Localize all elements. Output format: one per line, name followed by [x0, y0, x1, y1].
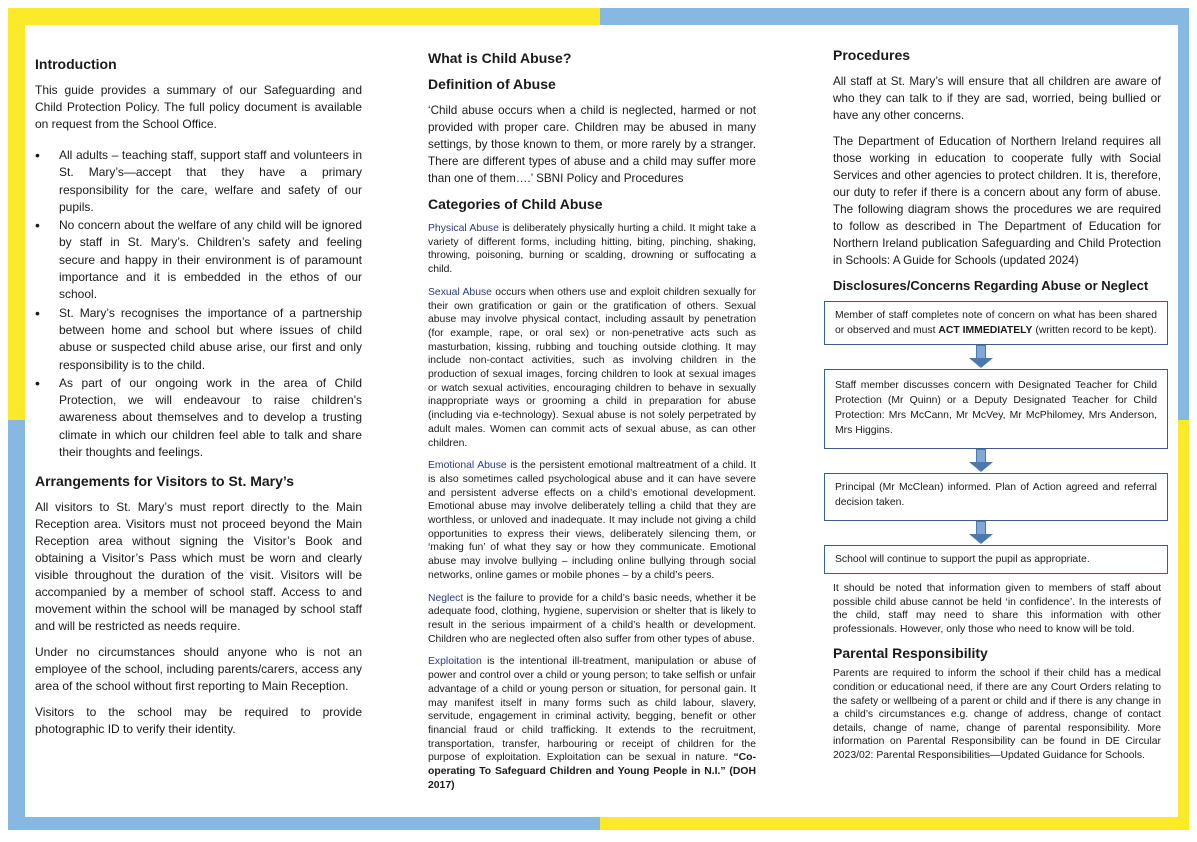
category-neglect — [428, 592, 756, 647]
category-text: occurs when others use and exploit children sexually for their own gratification or gain or the gratification of others. Sexual abuse may involve physical contact, including assault by penetration (for example, rape, or oral sex) or non-penetrative acts such as masturbation, kissing, rubbing and touching outside clothing. It may include non-contact activities, such as involving children in the production of sexual images, forcing children to look at sexual images or watch sexual activities, encouraging children to behave in sexually inappropriate ways or grooming a child in preparation for abuse (including via e-technology). Sexual abuse is not solely perpetrated by adult males. Women can commit acts of sexual abuse, as can other children. — [428, 286, 757, 449]
category-text: is the intentional ill-treatment, manipulation or abuse of power and control over a child or young person; to take selfish or unfair advantage of a child or young person or situation, for personal gain. It may manifest itself in many forms such as child labour, slavery, servitude, engagement in criminal activity, begging, benefit or other financial fraud or child trafficking. It extends to the recruitment, transportation, transfer, harbouring or receipt of children for the purpose of exploitation. Exploitation can be sexual in nature. — [428, 656, 756, 764]
arrow-down-icon — [824, 449, 1168, 473]
procedure-flowchart — [824, 301, 1168, 574]
procedures-paragraph: All staff at St. Mary’s will ensure that all children are aware of who they can talk to if they are sad, worried, being bullied or have any other concerns. — [833, 75, 1161, 122]
category-emotional — [428, 459, 756, 582]
parental-text: Parents are required to inform the school if their child has a medical condition or educational need, if there are any Court Orders relating to the safety or wellbeing of a parent or child and if there is any change in a child’s circumstances e.g. change of address, change of contact details, change of name, change of parental responsibility. More information on Parental Responsibility can be found in DE Circular 2023/02: Parental Responsibilities—Updated Guidance for Schools. — [833, 668, 1161, 761]
definition-text: ‘Child abuse occurs when a child is neglected, harmed or not provided with proper care. Children may be abused in many settings, by those known to them, or more rarely by a stranger. There are different types of abuse and a child may suffer more than one of them….’ SBNI Policy and Procedures — [428, 104, 756, 185]
flow-step-1 — [824, 301, 1168, 345]
category-label: Exploitation — [428, 656, 482, 668]
visitors-paragraph: All visitors to St. Mary’s must report directly to the Main Reception area. Visitors must not proceed beyond the Main Reception area without signing the Visitor’s Book and obtaining a Visitor’s Pass which must be worn and clearly visible throughout the duration of the visit. Visitors will be accompanied by a member of school staff. Access to and movement within the school will be managed by school staff and will be restricted as needs require. — [35, 500, 362, 634]
definition-heading: Definition of Abuse — [428, 76, 556, 92]
visitors-paragraph: Visitors to the school may be required to provide photographic ID to verify their identity. — [35, 705, 362, 737]
arrow-down-icon — [824, 345, 1168, 369]
flow-step-2: Staff member discusses concern with Designated Teacher for Child Protection (Mr Quinn) or a Deputy Designated Teacher for Child Protection: Mrs McCann, Mr McVey, Mr McPhilomey, Mrs Anderson, Mrs Higgins. — [824, 369, 1168, 449]
right-column — [833, 47, 1161, 772]
categories-heading: Categories of Child Abuse — [428, 196, 603, 212]
citation: “Co-operating To Safeguard Children and Young People in N.I.” (DOH 2017) — [428, 752, 756, 791]
intro-bullets — [35, 147, 362, 461]
category-sexual — [428, 286, 756, 450]
parental-heading: Parental Responsibility — [833, 645, 988, 662]
introduction-heading: Introduction — [35, 56, 117, 72]
category-physical — [428, 222, 756, 277]
category-text: is deliberately physically hurting a child. It might take a variety of different forms, including hitting, biting, pinching, shaking, throwing, poisoning, burning or scalding, drowning or suffocating a child. — [428, 223, 757, 276]
bullet-item: • St. Mary’s recognises the importance of a partnership between home and school but where issues of child abuse or suspected child abuse arise, our first and only responsibility is to the child. — [35, 305, 362, 374]
category-label: Neglect — [428, 592, 464, 604]
bullet-item: • No concern about the welfare of any child will be ignored by staff in St. Mary’s. Children’s safety and feeling secure and happy in their environment is of paramount importance and it is embedded in the ethos of our school. — [35, 217, 362, 303]
step-emphasis: ACT IMMEDIATELY — [938, 325, 1033, 336]
introduction-text: This guide provides a summary of our Safeguarding and Child Protection Policy. The full policy document is available on request from the School Office. — [35, 83, 362, 131]
category-exploitation — [428, 655, 756, 792]
left-column — [35, 56, 362, 747]
middle-column — [428, 50, 756, 801]
bullet-item: • As part of our ongoing work in the area of Child Protection, we will endeavour to raise children's awareness about themselves and to develop a trusting climate in which our children feel able to talk and share their thoughts and feelings. — [35, 375, 362, 461]
category-text: is the failure to provide for a child’s basic needs, whether it be adequate food, clothing, hygiene, supervision or shelter that is likely to result in the serious impairment of a child’s health or development. Children who are neglected often also suffer from other types of abuse. — [428, 592, 756, 645]
category-text: is the persistent emotional maltreatment of a child. It is also sometimes called psychological abuse and it can have severe and persistent adverse effects on a child’s emotional development. Emotional abuse may involve deliberately telling a child that they are worthless, or unloved and inadequate. It may include not giving a child opportunities to express their views, deliberately silencing them, or ‘making fun’ of what they say or how they communicate. Emotional abuse may involve bullying – including online bullying through social networks, online games or mobile phones – by a child’s peers. — [428, 460, 756, 581]
visitors-paragraph: Under no circumstances should anyone who is not an employee of the school, including parents/carers, access any area of the school without first reporting to Main Reception. — [35, 645, 362, 694]
flow-step-4: School will continue to support the pupil as appropriate. — [824, 545, 1168, 574]
flow-heading: Disclosures/Concerns Regarding Abuse or Neglect — [833, 278, 1149, 293]
category-label: Physical Abuse — [428, 223, 499, 234]
flow-step-3: Principal (Mr McClean) informed. Plan of Action agreed and referral decision taken. — [824, 473, 1168, 521]
step-text: Member of staff completes note of concern on what has been shared or observed and must — [835, 310, 1157, 336]
step-text: (written record to be kept). — [1032, 325, 1157, 336]
category-label: Emotional Abuse — [428, 460, 507, 472]
category-label: Sexual Abuse — [428, 286, 492, 298]
procedures-heading: Procedures — [833, 47, 911, 63]
arrow-down-icon — [824, 521, 1168, 545]
child-abuse-heading: What is Child Abuse? — [428, 50, 572, 66]
procedures-paragraph: The Department of Education of Northern Ireland requires all those working in education to cooperate fully with Social Services and other agencies to protect children. It is, therefore, our duty to refer if there is a concern about any form of abuse. The following diagram shows the procedures we are required to follow as described in The Department of Education for Northern Ireland publication Safeguarding and Child Protection in Schools: A Guide for Schools (updated 2024) — [833, 135, 1161, 267]
bullet-item: • All adults – teaching staff, support staff and volunteers in St. Mary’s—accept that they have a primary responsibility for the care, welfare and safety of our pupils. — [35, 147, 362, 216]
visitors-heading: Arrangements for Visitors to St. Mary’s — [35, 473, 295, 490]
confidentiality-note: It should be noted that information given to members of staff about possible child abuse cannot be held ‘in confidence’. In the interests of the child, staff may need to share this information with other professionals. However, only those who need to know will be told. — [833, 583, 1161, 635]
